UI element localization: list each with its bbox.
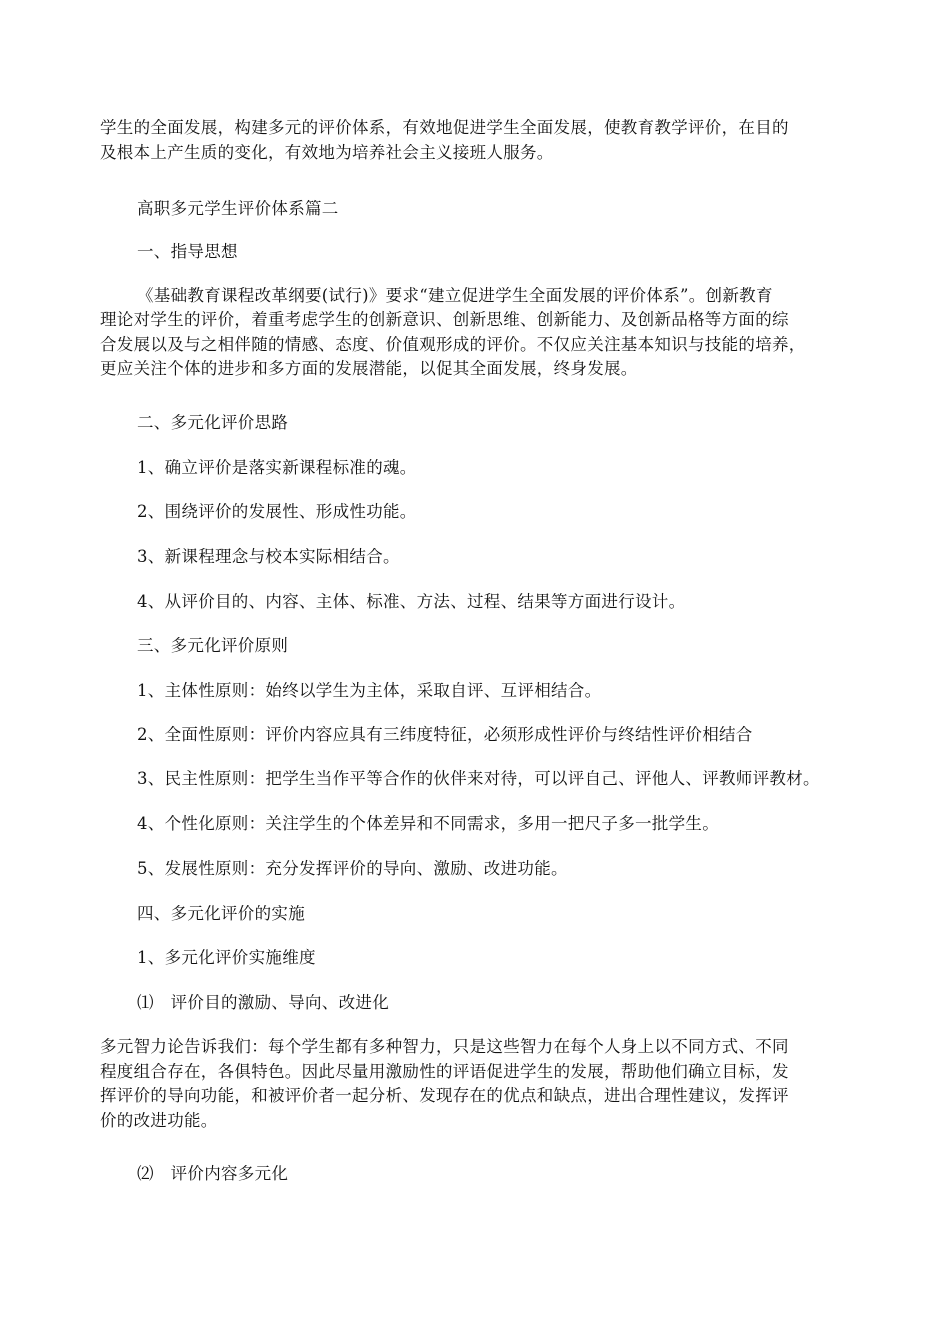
subheading-purpose: ⑴ 评价目的激励、导向、改进化 (137, 993, 389, 1012)
subheading-dimensions: 1、多元化评价实施维度 (137, 948, 316, 967)
list-item: 1、主体性原则：始终以学生为主体，采取自评、互评相结合。 (137, 681, 602, 700)
heading-guiding-idea: 一、指导思想 (137, 242, 238, 261)
list-item: 3、新课程理念与校本实际相结合。 (137, 547, 400, 566)
list-item: 1、确立评价是落实新课程标准的魂。 (137, 458, 417, 477)
paragraph-intro: 学生的全面发展，构建多元的评价体系，有效地促进学生全面发展，使教育教学评价，在目的 及根本上产生质的变化，有效地为培养社会主义接班人服务。 (100, 118, 789, 162)
heading-evaluation-ideas: 二、多元化评价思路 (137, 413, 289, 432)
paragraph-guiding-rest: 理论对学生的评价，着重考虑学生的创新意识、创新思维、创新能力、及创新品格等方面的综 合发展以及与之相伴随的情感、态度、价值观形成的评价。不仅应关注基本知识与技能的培养， 更应关注个体的进步和多方面的发展潜能，以促其全面发展，终身发展。 (100, 310, 806, 378)
list-item: 3、民主性原则：把学生当作平等合作的伙伴来对待，可以评自己、评他人、评教师评教材。 (137, 769, 820, 788)
list-item: 4、从评价目的、内容、主体、标准、方法、过程、结果等方面进行设计。 (137, 592, 686, 611)
list-item: 4、个性化原则：关注学生的个体差异和不同需求，多用一把尺子多一批学生。 (137, 814, 719, 833)
heading-evaluation-implementation: 四、多元化评价的实施 (137, 904, 305, 923)
list-item: 2、全面性原则：评价内容应具有三纬度特征，必须形成性评价与终结性评价相结合 (137, 725, 753, 744)
subheading-content: ⑵ 评价内容多元化 (137, 1164, 289, 1183)
list-item: 5、发展性原则：充分发挥评价的导向、激励、改进功能。 (137, 859, 568, 878)
section-title: 高职多元学生评价体系篇二 (137, 199, 339, 218)
paragraph-multiple-intelligences: 多元智力论告诉我们：每个学生都有多种智力，只是这些智力在每个人身上以不同方式、不同 程度组合存在，各俱特色。因此尽量用激励性的评语促进学生的发展，帮助他们确立目标，发 挥评价的导向功能，和被评价者一起分析、发现存在的优点和缺点，进出合理性建议，发挥评 价的改进功能。 (100, 1037, 789, 1130)
paragraph-guiding-first-line: 《基础教育课程改革纲要(试行)》要求“建立促进学生全面发展的评价体系”。创新教育 (137, 286, 773, 305)
list-item: 2、围绕评价的发展性、形成性功能。 (137, 502, 417, 521)
heading-evaluation-principles: 三、多元化评价原则 (137, 636, 289, 655)
